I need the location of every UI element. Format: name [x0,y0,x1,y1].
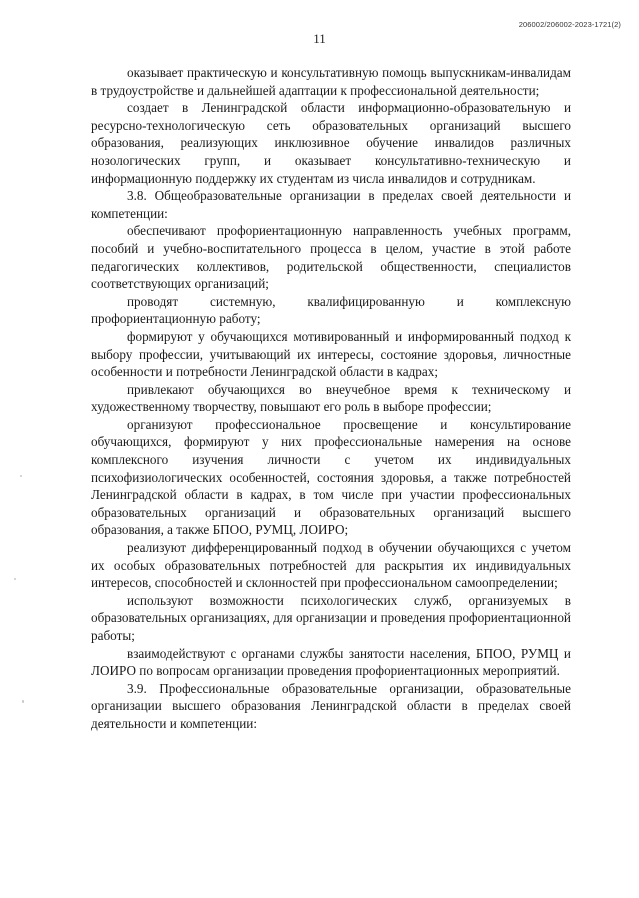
document-body [91,64,571,733]
paragraph: формируют у обучающихся мотивированный и информированный подход к выбору профессии, учитывающий их интересы, состояние здоровья, личностные особенности и потребности Ленинградской области в кадрах; [91,328,571,380]
paragraph: организуют профессиональное просвещение и консультирование обучающихся, формируют у них профессиональные намерения на основе комплексного изучения личности с учетом их индивидуальных психофизиологических особенностей, состояния здоровья, а также потребностей Ленинградской области в кадрах, в том числе при участии профессиональных образовательных организаций и образовательных организаций высшего образования, а также БПОО, РУМЦ, ЛОИРО; [91,416,571,538]
paragraph: создает в Ленинградской области информационно-образовательную и ресурсно-технологическую сеть образовательных организаций высшего образования, реализующих инклюзивное обучение инвалидов различных нозологических групп, и оказывает консультативно-техническую и информационную поддержку их студентам из числа инвалидов и сотрудникам. [91,100,571,186]
paragraph: реализуют дифференцированный подход в обучении обучающихся с учетом их особых образовательных потребностей для раскрытия их индивидуальных интересов, способностей и склонностей при профессиональном самоопределении; [91,540,571,591]
scan-speck [22,700,24,703]
paragraph: оказывает практическую и консультативную помощь выпускникам-инвалидам в трудоустройстве и дальнейшей адаптации к профессиональной деятельности; [91,65,571,98]
scan-speck [14,578,16,580]
page-number: 11 [313,31,326,46]
document-registration-number: 206002/206002-2023-1721(2) [518,20,621,29]
section-heading-3-8: 3.8. Общеобразовательные организации в пределах своей деятельности и компетенции: [91,188,571,221]
paragraph: используют возможности психологических служб, организуемых в образовательных организациях, для организации и проведения профориентационной работы; [91,592,571,643]
paragraph: проводят системную, квалифицированную и комплексную профориентационную работу; [91,293,571,327]
section-heading-3-9: 3.9. Профессиональные образовательные организации, образовательные организации высшего образования Ленинградской области в пределах своей деятельности и компетенции: [91,680,571,731]
scan-speck [20,475,22,477]
paragraph: привлекают обучающихся во внеучебное время к техническому и художественному творчеству, повышают его роль в выборе профессии; [91,381,571,415]
paragraph: обеспечивают профориентационную направленность учебных программ, пособий и учебно-воспитательного процесса в целом, участие в этой работе педагогических коллективов, родительской общественности, специалистов соответствующих организаций; [91,223,571,292]
paragraph: взаимодействуют с органами службы занятости населения, БПОО, РУМЦ и ЛОИРО по вопросам организации проведения профориентационных мероприятий. [91,645,571,679]
